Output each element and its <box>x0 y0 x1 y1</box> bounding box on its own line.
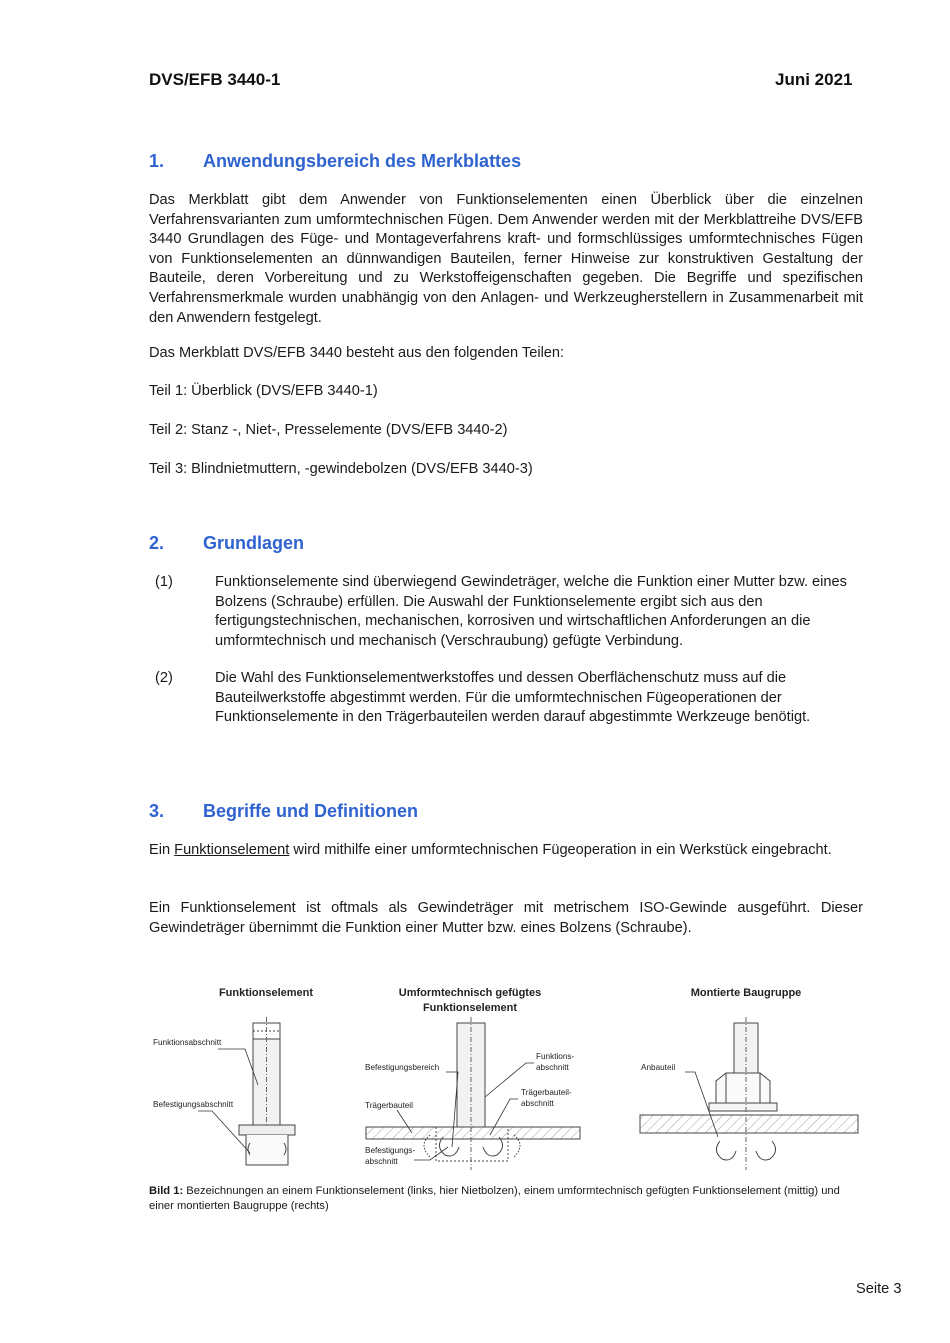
label-befestigungsabschnitt-line-1: Befestigungs- <box>365 1146 416 1155</box>
document-id: DVS/EFB 3440-1 <box>149 70 281 89</box>
list-item-number: (1) <box>155 574 173 590</box>
label-traegerbauteilabschnitt-line-1: Trägerbauteil- <box>521 1088 572 1097</box>
list-item-text: Funktionselemente sind überwiegend Gewindeträger, welche die Funktion einer Mutter bzw. eines Bolzens (Schraube) erfüllen. Die Auswahl der Funktionselemente ergibt sich aus den fertigungstechnischen, mechanischen, korrosiven und wirtschaftlichen Anforderungen an die umformtechnisch und mechanisch (Verschraubung) gefügte Verbindung. <box>215 574 847 649</box>
section-1-paragraph-2: Das Merkblatt DVS/EFB 3440 besteht aus den folgenden Teilen: <box>149 345 565 361</box>
label-befestigungsabschnitt-line-2: abschnitt <box>365 1157 398 1166</box>
list-item-number: (2) <box>155 670 173 686</box>
list-item-text: Die Wahl des Funktionselementwerkstoffes und dessen Oberflächenschutz muss auf die Bauteilwerkstoffe abgestimmt werden. Für die umformtechnischen Fügeoperationen der Funktionselemente in den Trägerbauteilen werden darauf abgestimmte Werkzeuge benötigt. <box>215 670 811 726</box>
defined-term: Funktionselement <box>174 842 290 858</box>
label-funktionsabschnitt-line-2: abschnitt <box>536 1063 569 1072</box>
label-traegerbauteil: Trägerbauteil <box>365 1101 413 1110</box>
caption-label: Bild 1: <box>149 1185 184 1197</box>
section-3-paragraph-1 <box>149 841 863 861</box>
part-list-item: Teil 2: Stanz -, Niet-, Presselemente (DVS/EFB 3440-2) <box>149 422 508 438</box>
page-number: Seite 3 <box>856 1281 902 1297</box>
section-2-heading <box>149 533 849 555</box>
figure-caption <box>149 1184 863 1214</box>
document-date: Juni 2021 <box>775 70 853 89</box>
label-befestigungsabschnitt: Befestigungsabschnitt <box>153 1100 234 1109</box>
section-title: Begriffe und Definitionen <box>203 801 418 821</box>
rivet-bolt-drawing <box>239 1017 295 1165</box>
section-title: Grundlagen <box>203 533 305 553</box>
section-1-paragraph-1: Das Merkblatt gibt dem Anwender von Funktionselementen einen Überblick über die einzelnen Verfahrensvarianten zum umformtechnischen Fügen. Dem Anwender werden mit der Merkblattreihe DVS/EFB 3440 Grundlagen des Füge- und Montageverfahrens kraft- und formschlüssiges umformtechnisches Fügen von Funktionselementen an dünnwandigen Bauteilen, ferner Hinweise zur konstruktiven Gestaltung der Bauteile, deren Vorbereitung und zu Werkstoffeigenschaften gegeben. Die Begriffe und spezifischen Verfahrensmerkmale wurden unabhängig von den Anlagen- und Werkzeugherstellern in Zusammenarbeit mit den Anwendern festgelegt. <box>149 192 863 326</box>
section-3-heading <box>149 801 849 823</box>
caption-text: Bezeichnungen an einem Funktionselement (links, hier Nietbolzen), einem umformtechnisch gefügten Funktionselement (mittig) und einer montierten Baugruppe (rechts) <box>149 1185 840 1212</box>
text-run: Ein <box>149 842 175 858</box>
text-run: wird mithilfe einer umformtechnischen Fügeoperation in ein Werkstück eingebracht. <box>289 842 832 858</box>
figure-title-middle-line-2: Funktionselement <box>422 1002 518 1014</box>
section-number: 2. <box>149 533 165 553</box>
section-1-heading <box>149 151 849 173</box>
part-list-item: Teil 1: Überblick (DVS/EFB 3440-1) <box>149 383 378 399</box>
figure-1-illustration <box>140 975 870 1175</box>
figure-title-right: Montierte Baugruppe <box>690 987 802 999</box>
label-funktionsabschnitt-line-1: Funktions- <box>536 1052 575 1061</box>
part-list-item: Teil 3: Blindnietmuttern, -gewindebolzen (DVS/EFB 3440-3) <box>149 461 533 477</box>
section-3-paragraph-2: Ein Funktionselement ist oftmals als Gewindeträger mit metrischem ISO-Gewinde ausgeführt. Dieser Gewindeträger übernimmt die Funktion einer Mutter bzw. eines Bolzens (Schraube). <box>149 900 863 936</box>
figure-title-left: Funktionselement <box>218 987 314 999</box>
assembly-drawing <box>640 1017 858 1170</box>
figure-title-middle-line-1: Umformtechnisch gefügtes <box>398 987 542 999</box>
section-title: Anwendungsbereich des Merkblattes <box>203 151 522 171</box>
section-number: 3. <box>149 801 165 821</box>
section-number: 1. <box>149 151 165 171</box>
label-befestigungsbereich: Befestigungsbereich <box>365 1063 440 1072</box>
label-traegerbauteilabschnitt-line-2: abschnitt <box>521 1099 554 1108</box>
label-funktionsabschnitt: Funktionsabschnitt <box>153 1038 222 1047</box>
label-anbauteil: Anbauteil <box>641 1063 676 1072</box>
